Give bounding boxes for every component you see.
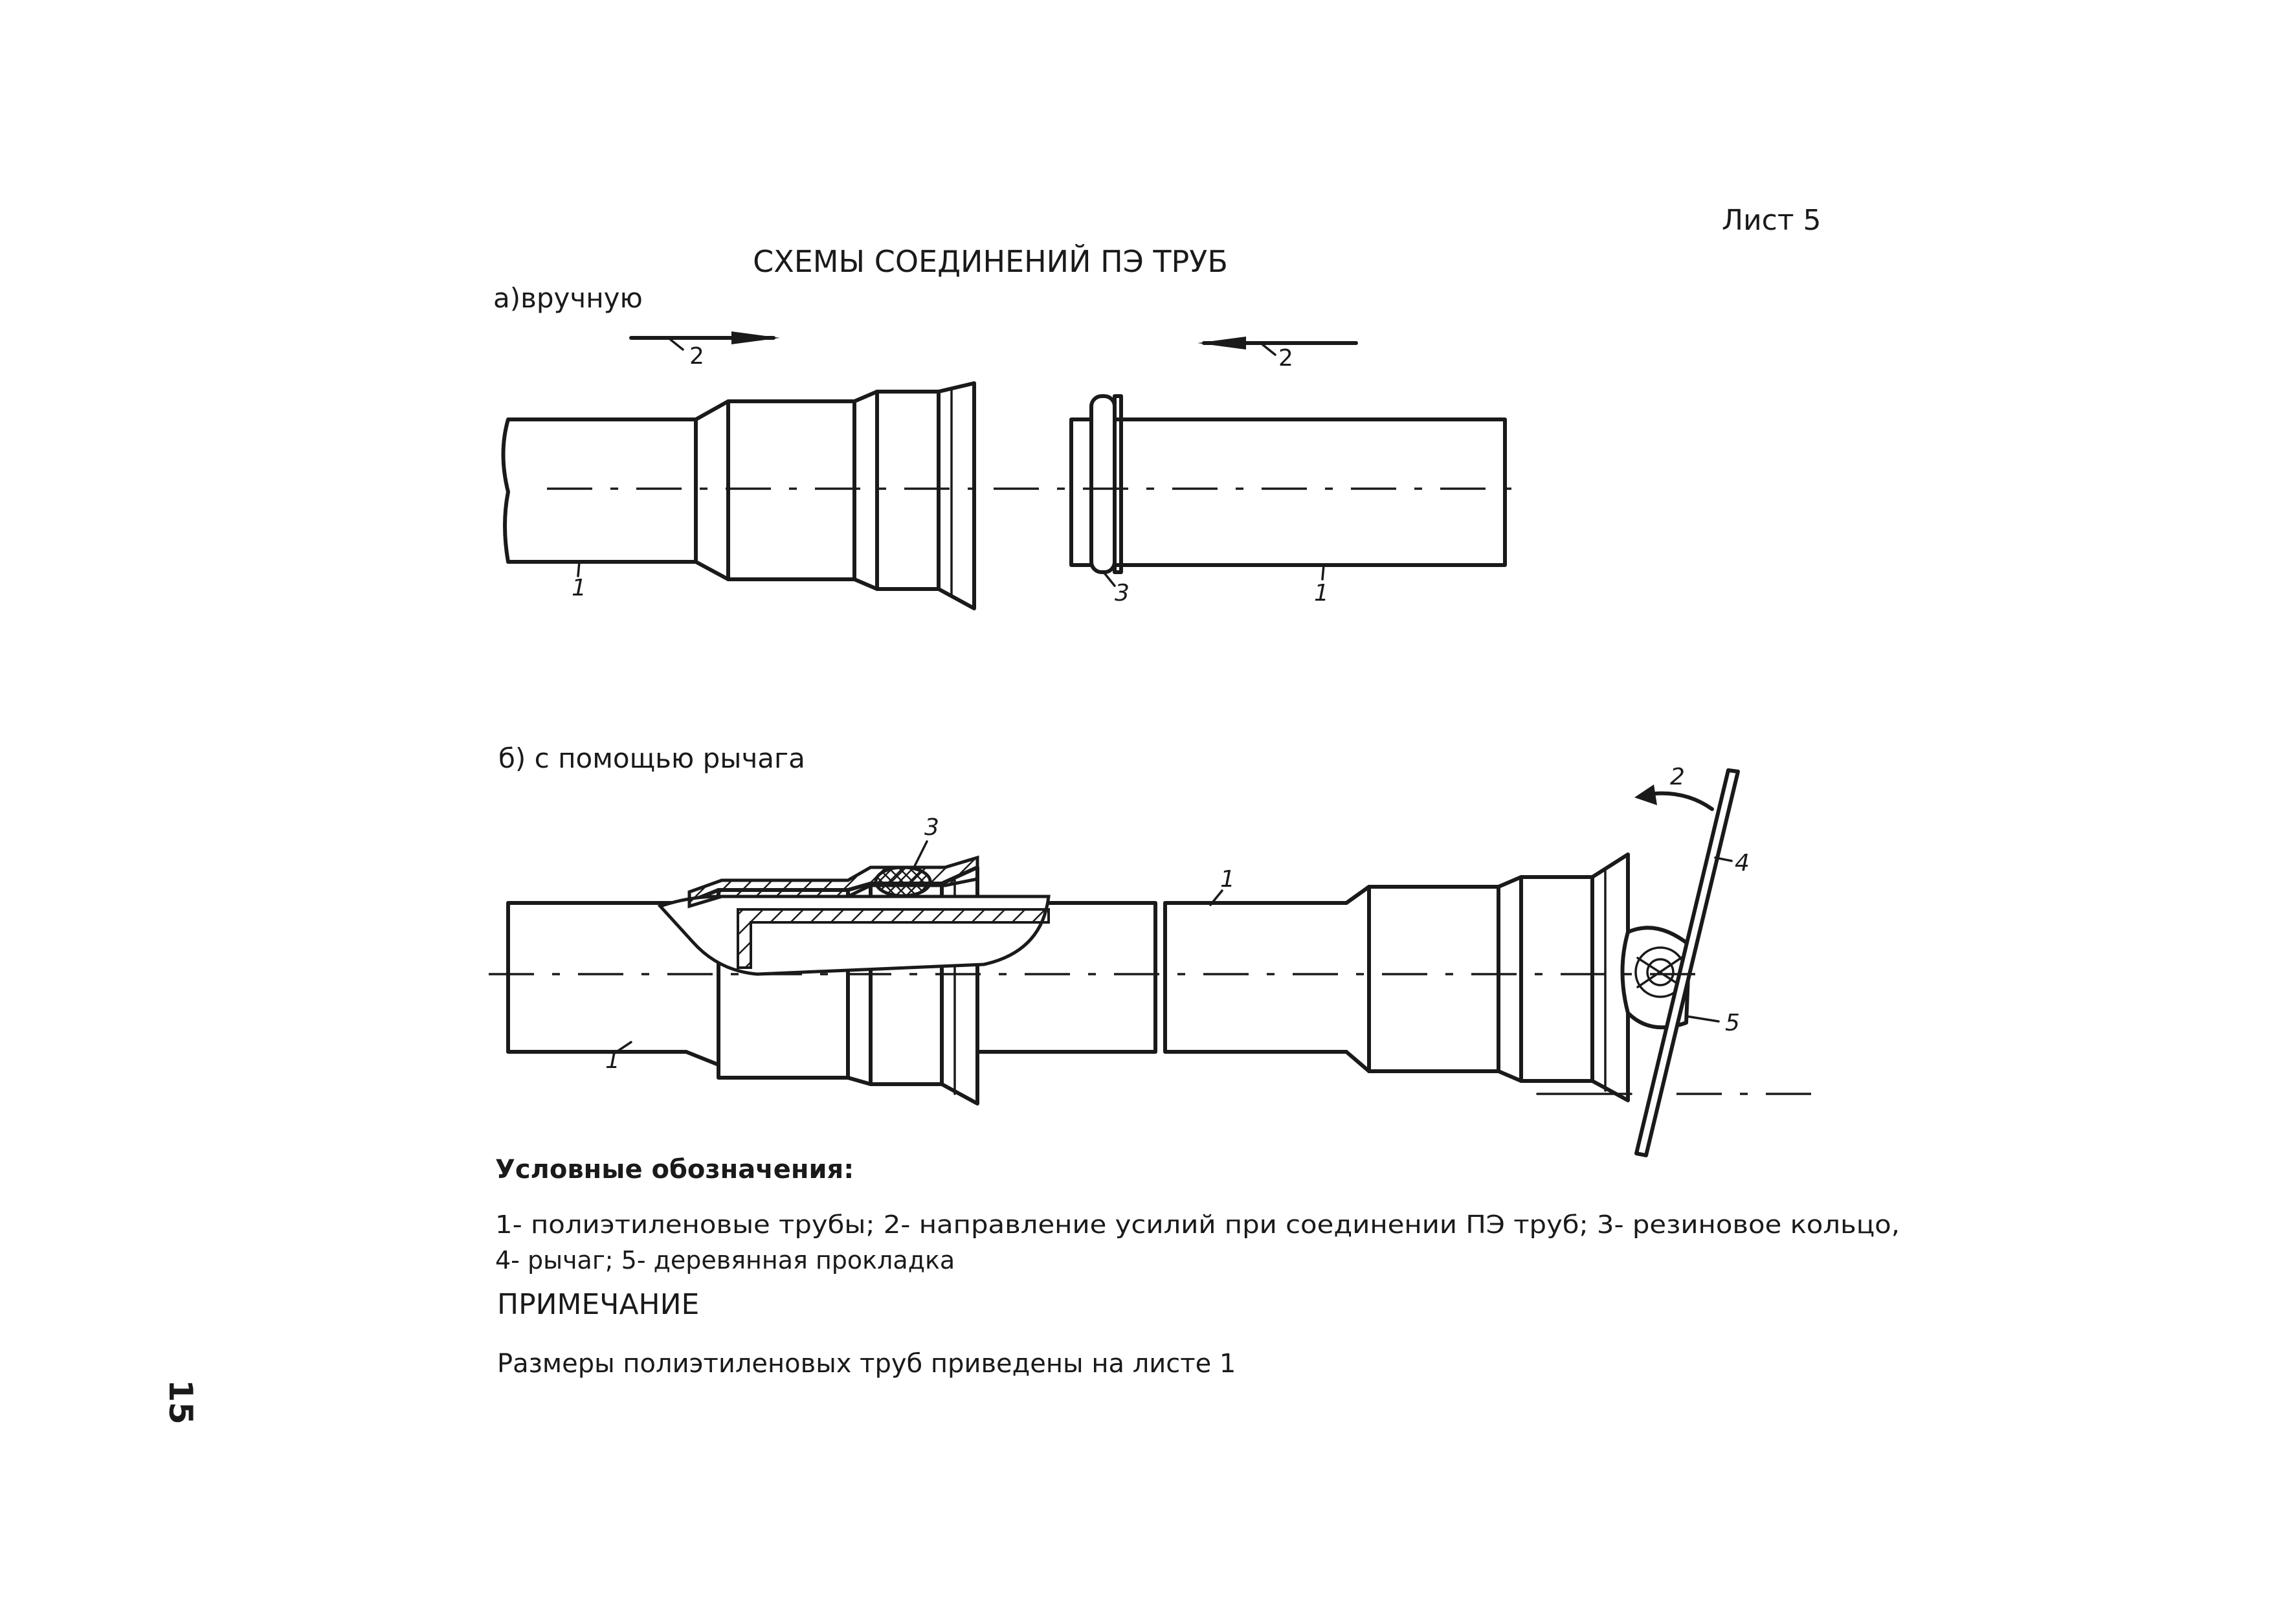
legend-line-2: 4- рычаг; 5- деревянная прокладка — [495, 1246, 955, 1274]
page-title: СХЕМЫ СОЕДИНЕНИЙ ПЭ ТРУБ — [753, 244, 1228, 279]
diagram-b-caption: б) с помощью рычага — [498, 742, 805, 774]
label-1-b-mid: 1 — [1220, 866, 1235, 893]
label-5: 5 — [1725, 1010, 1740, 1036]
label-1-a-left: 1 — [572, 575, 586, 601]
diagram-a — [493, 282, 1528, 608]
page-number: 15 — [162, 1379, 199, 1425]
diagram-b — [489, 742, 1822, 1155]
label-1-b-left: 1 — [605, 1047, 620, 1074]
label-4: 4 — [1735, 850, 1750, 876]
rubber-ring-section — [876, 867, 930, 896]
note-text: Размеры полиэтиленовых труб приведены на листе 1 — [497, 1349, 1236, 1379]
legend-line-1: 1- полиэтиленовые трубы; 2- направление усилий при соединении ПЭ труб; 3- резиновое кольцо, — [495, 1210, 1900, 1239]
label-2-left: 2 — [689, 343, 704, 370]
label-2-b: 2 — [1670, 764, 1685, 790]
label-2-right: 2 — [1278, 345, 1293, 372]
sheet-label: Лист 5 — [1722, 204, 1821, 237]
label-3-a: 3 — [1115, 580, 1130, 606]
diagram-a-caption: а)вручную — [493, 282, 643, 314]
label-1-a-right: 1 — [1314, 580, 1329, 606]
force-arrow-right — [1197, 337, 1356, 355]
note-heading: ПРИМЕЧАНИЕ — [497, 1288, 700, 1321]
legend-heading: Условные обозначения: — [495, 1155, 854, 1185]
label-3-b: 3 — [924, 814, 939, 841]
force-arrow-left — [631, 331, 780, 350]
spigot-pipe — [1071, 396, 1505, 572]
